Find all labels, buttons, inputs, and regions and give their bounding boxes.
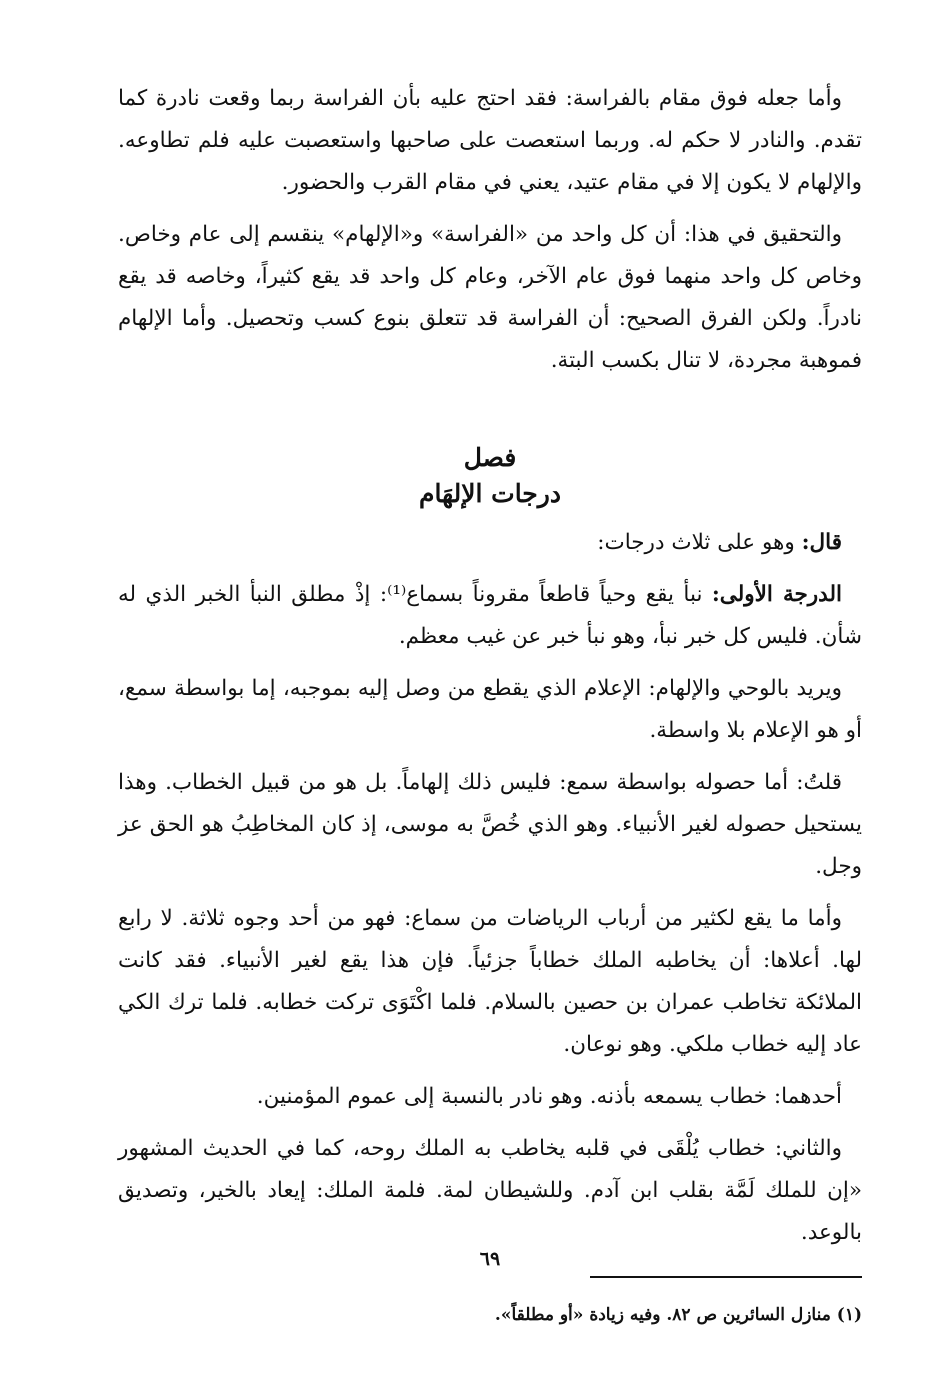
- first-degree-text: نبأ يقع وحياً قاطعاً مقروناً بسماع⁽¹⁾: إذْ مطلق النبأ الخبر الذي له شأن. فليس كل خبر نبأ، وهو نبأ خبر عن غيب معظم.: [118, 582, 862, 649]
- section-subheading: درجات الإلهَام: [419, 479, 561, 508]
- qala-lead: قال:: [801, 530, 842, 555]
- footnote: (١) منازل السائرين ص ٨٢. وفيه زيادة «أو مطلقاً».: [494, 1305, 862, 1325]
- paragraph-first-degree: [118, 574, 862, 658]
- paragraph-riyadat: وأما ما يقع لكثير من أرباب الرياضات من سماع: فهو من أحد وجوه ثلاثة. لا رابع لها. أعلاها: أن يخاطبه الملك خطاباً جزئياً. فإن هذا يقع لغير الأنبياء. فقد كانت الملائكة تخاطب عمران بن حصين بالسلام. فلما اكْتَوَى تركت خطابه. فلما ترك الكي عاد إليه خطاب ملكي. وهو نوعان.: [118, 906, 862, 1057]
- page-number: ٦٩: [479, 1248, 501, 1270]
- qala-text: وهو على ثلاث درجات:: [597, 530, 802, 555]
- first-degree-lead: الدرجة الأولى:: [711, 582, 842, 607]
- paragraph-firasa-tahqiq: والتحقيق في هذا: أن كل واحد من «الفراسة» و«الإلهام» ينقسم إلى عام وخاص. وخاص كل واحد منهما فوق عام الآخر، وعام كل واحد قد يقع كثيراً، وخاصه قد يقع نادراً. ولكن الفرق الصحيح: أن الفراسة قد تتعلق بنوع كسب وتحصيل. وأما الإلهام فموهبة مجردة، لا تنال بكسب البتة.: [118, 222, 862, 373]
- paragraph-qala: [118, 522, 862, 564]
- section-heading: فصل: [463, 443, 517, 472]
- paragraph-wahy-ilham: ويريد بالوحي والإلهام: الإعلام الذي يقطع من وصل إليه بموجبه، إما بواسطة سمع، أو هو الإعلام بلا واسطة.: [118, 676, 862, 743]
- paragraph-second-type: والثاني: خطاب يُلْقَى في قلبه يخاطب به الملك روحه، كما في الحديث المشهور «إن للملك لَمَّة بقلب ابن آدم. وللشيطان لمة. فلمة الملك: إيعاد بالخير، وتصديق بالوعد.: [118, 1136, 862, 1245]
- paragraph-first-type: أحدهما: خطاب يسمعه بأذنه. وهو نادر بالنسبة إلى عموم المؤمنين.: [256, 1084, 842, 1109]
- paragraph-qultu: قلتُ: أما حصوله بواسطة سمع: فليس ذلك إلهاماً. بل هو من قبيل الخطاب. وهذا يستحيل حصوله لغير الأنبياء. وهو الذي خُصَّ به موسى، إذ كان المخاطِبُ هو الحق عز وجل.: [118, 770, 862, 879]
- footnote-divider: [590, 1276, 862, 1278]
- book-page: [118, 78, 862, 1368]
- paragraph-firasa-position: وأما جعله فوق مقام بالفراسة: فقد احتج عليه بأن الفراسة ربما وقعت نادرة كما تقدم. والنادر لا حكم له. وربما استعصت على صاحبها واستعصبت عليه فلم تطاوعه. والإلهام لا يكون إلا في مقام عتيد، يعني في مقام القرب والحضور.: [118, 86, 862, 195]
